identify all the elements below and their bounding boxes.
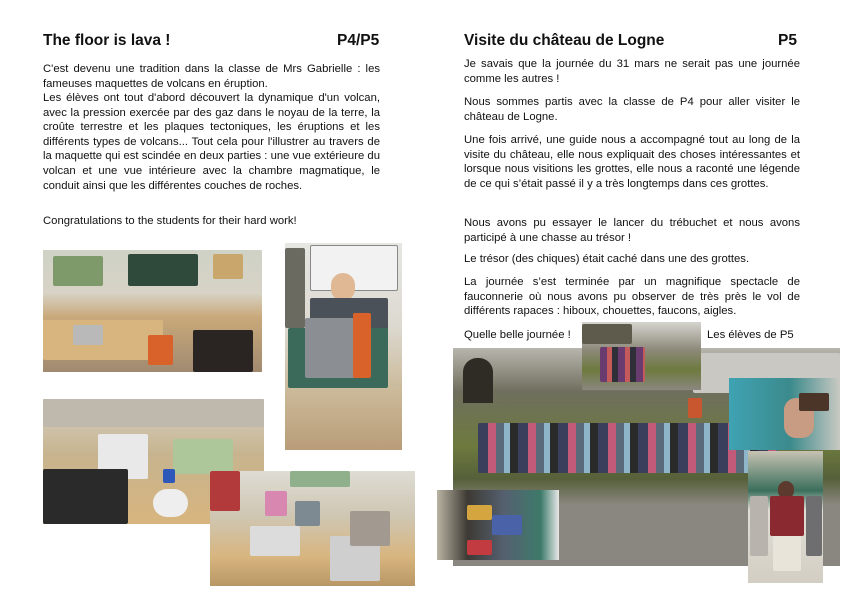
photo-children-on-stairs bbox=[437, 490, 559, 560]
right-paragraph: La journée s’est terminée par un magnifique spectacle de fauconnerie où nous avons pu observer de très près le vol de différents rapaces : hiboux, chouettes, faucons, aigles. bbox=[464, 276, 800, 318]
right-signature: Les élèves de P5 bbox=[707, 329, 794, 341]
right-paragraph: Je savais que la journée du 31 mars ne serait pas une journée comme les autres ! bbox=[464, 58, 800, 85]
left-article-grade: P4/P5 bbox=[337, 32, 380, 49]
right-article-title: Visite du château de Logne bbox=[464, 32, 665, 49]
photo-girl-portrait bbox=[729, 378, 840, 450]
photo-cave-entrance bbox=[582, 322, 701, 390]
right-paragraph: Nous avons pu essayer le lancer du trébuchet et nous avons participé à une chasse au trésor ! bbox=[464, 217, 800, 244]
right-closing-line: Quelle belle journée ! bbox=[464, 329, 571, 341]
right-paragraph: Nous sommes partis avec la classe de P4 pour aller visiter le château de Logne. bbox=[464, 96, 800, 123]
left-paragraph: Les élèves ont tout d'abord découvert la dynamique d'un volcan, avec la pression exercée par des gaz dans le noyau de la terre, la croûte terrestre et les plaques tectoniques, les éruptions et les différents types de volcans... Tout cela pour l'illustrer au travers de la maquette qui est scindée en deux parties : une vue extérieure du volcan et une vue intérieure avec la chambre magmatique, le conduit ainsi que les différentes couches de roches. bbox=[43, 92, 380, 192]
left-paragraph: C'est devenu une tradition dans la classe de Mrs Gabrielle : les fameuses maquettes de volcans en éruption. bbox=[43, 63, 380, 90]
photo-classroom-volcano-workshop bbox=[43, 250, 262, 372]
photo-classroom-group bbox=[210, 471, 415, 586]
left-paragraph: Congratulations to the students for their hard work! bbox=[43, 215, 297, 227]
right-paragraph: Le trésor (des chiques) était caché dans une des grottes. bbox=[464, 253, 750, 265]
photo-girl-with-owl bbox=[748, 451, 823, 583]
photo-student-with-volcano-model bbox=[285, 243, 402, 450]
right-article-grade: P5 bbox=[778, 32, 797, 49]
right-paragraph: Une fois arrivé, une guide nous a accompagné tout au long de la visite du château, elle nous expliquait des choses intéressantes et lorsque nous visitions les grottes, elle nous a raconté une légende de ce qui s’était passé il y a très longtemps dans ces grottes. bbox=[464, 134, 800, 190]
left-article-title: The floor is lava ! bbox=[43, 32, 171, 49]
